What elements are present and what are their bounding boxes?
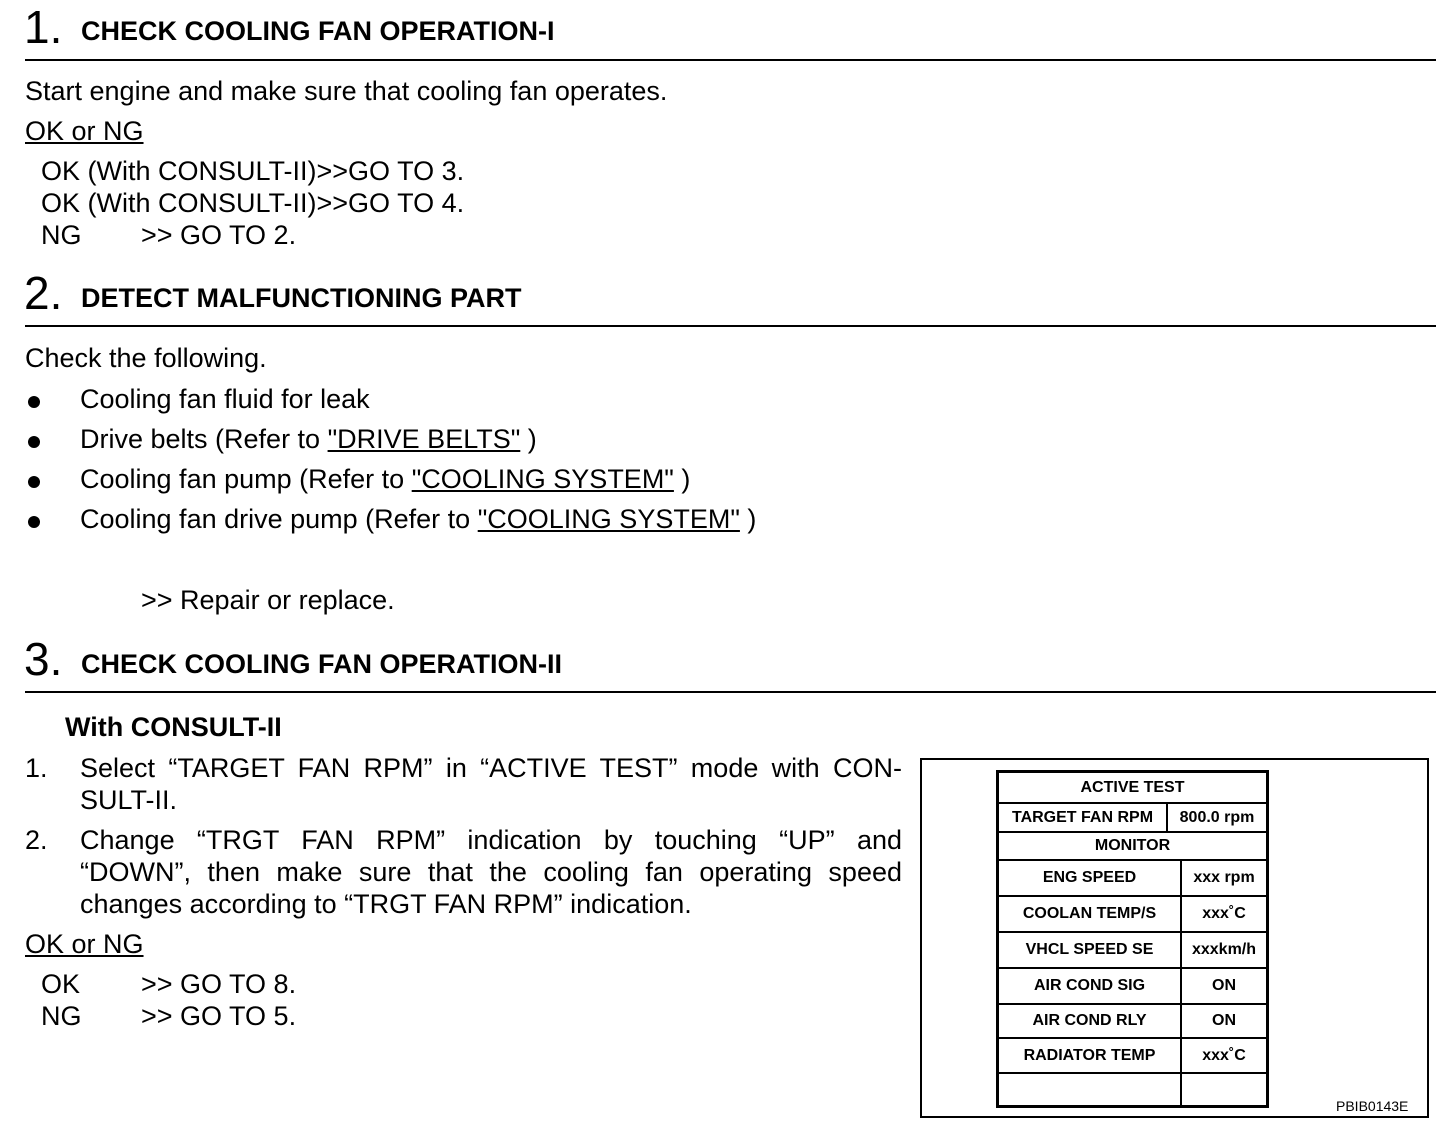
monitor-row-value: xxx˚C bbox=[1202, 1046, 1246, 1064]
procedure-step-1-number: 1. bbox=[25, 753, 48, 783]
monitor-row-value: xxx˚C bbox=[1202, 905, 1246, 922]
step-1-result-ok-2: OK (With CONSULT-II)>>GO TO 4. bbox=[41, 188, 465, 218]
target-fan-rpm-value: 800.0 rpm bbox=[1179, 808, 1255, 826]
step-2-divider bbox=[25, 325, 1436, 327]
step-3-number: 3. bbox=[24, 633, 63, 685]
step-2-title: DETECT MALFUNCTIONING PART bbox=[81, 283, 522, 313]
step-1-result-ok-1: OK (With CONSULT-II)>>GO TO 3. bbox=[41, 156, 465, 186]
step-3-title: CHECK COOLING FAN OPERATION-II bbox=[81, 649, 563, 679]
monitor-row-value bbox=[1182, 1074, 1266, 1105]
consult-subheading: With CONSULT-II bbox=[65, 712, 282, 742]
step-3-result-ng-value: >> GO TO 5. bbox=[141, 1001, 297, 1031]
check-item-text: Drive belts (Refer to bbox=[80, 424, 328, 454]
procedure-step-2-line-2: “DOWN”, then make sure that the cooling fan operating speed bbox=[80, 857, 902, 887]
check-item-text: Cooling fan pump (Refer to bbox=[80, 464, 412, 494]
step-3-result-ng-key: NG bbox=[41, 1001, 82, 1031]
check-item-fan-drive-pump bbox=[80, 503, 756, 535]
step-2-number: 2. bbox=[24, 267, 63, 319]
check-item-suffix: ) bbox=[520, 424, 537, 454]
step-1-title: CHECK COOLING FAN OPERATION-I bbox=[81, 16, 555, 46]
step-3-divider bbox=[25, 691, 1436, 693]
monitor-row-value: ON bbox=[1212, 977, 1236, 994]
step-1-result-ng-key: NG bbox=[41, 220, 82, 250]
figure-code: PBIB0143E bbox=[1336, 1098, 1409, 1114]
cooling-system-link[interactable]: "COOLING SYSTEM" bbox=[477, 504, 740, 534]
step-3-result-ok-value: >> GO TO 8. bbox=[141, 969, 297, 999]
bullet-icon bbox=[28, 476, 40, 488]
monitor-row-label: VHCL SPEED SE bbox=[1025, 941, 1154, 958]
check-item-suffix: ) bbox=[673, 464, 691, 494]
step-1-divider bbox=[25, 59, 1436, 61]
monitor-row-label: COOLAN TEMP/S bbox=[1022, 905, 1157, 922]
check-item-fan-pump bbox=[80, 463, 690, 495]
step-2-action: >> Repair or replace. bbox=[141, 585, 395, 615]
monitor-row-label: AIR COND RLY bbox=[1032, 1012, 1147, 1029]
monitor-row-label: ENG SPEED bbox=[1042, 869, 1137, 886]
bullet-icon bbox=[28, 396, 40, 408]
active-test-header: ACTIVE TEST bbox=[1080, 778, 1185, 796]
monitor-row-label: RADIATOR TEMP bbox=[1023, 1046, 1156, 1064]
procedure-step-1-line-1: Select “TARGET FAN RPM” in “ACTIVE TEST” mode with CON- bbox=[80, 753, 902, 783]
step-3-result-ok-key: OK bbox=[41, 969, 81, 999]
monitor-label: MONITOR bbox=[1094, 837, 1171, 854]
procedure-step-2-number: 2. bbox=[25, 825, 48, 855]
step-3-ok-ng-label: OK or NG bbox=[25, 929, 144, 959]
monitor-row-value: xxx rpm bbox=[1193, 869, 1255, 886]
step-1-ok-ng-label: OK or NG bbox=[25, 116, 144, 146]
consult-active-test-screen bbox=[996, 770, 1269, 1108]
step-1-number: 1. bbox=[24, 1, 63, 53]
procedure-step-1-line-2: SULT-II. bbox=[80, 785, 178, 815]
monitor-row-label: AIR COND SIG bbox=[1033, 977, 1146, 994]
procedure-step-2-line-1: Change “TRGT FAN RPM” indication by touching “UP” and bbox=[80, 825, 902, 855]
bullet-icon bbox=[28, 516, 40, 528]
step-1-instruction: Start engine and make sure that cooling fan operates. bbox=[25, 76, 668, 106]
check-item-text: Cooling fan drive pump (Refer to bbox=[80, 504, 478, 534]
check-item-drive-belts bbox=[80, 423, 537, 455]
cooling-system-link[interactable]: "COOLING SYSTEM" bbox=[411, 464, 674, 494]
drive-belts-link[interactable]: "DRIVE BELTS" bbox=[327, 424, 521, 454]
step-2-intro: Check the following. bbox=[25, 343, 267, 373]
check-item-text: Cooling fan fluid for leak bbox=[80, 384, 370, 414]
check-item-suffix: ) bbox=[739, 504, 757, 534]
monitor-row-value: ON bbox=[1212, 1012, 1236, 1029]
step-1-result-ng-value: >> GO TO 2. bbox=[141, 220, 297, 250]
monitor-row-value: xxxkm/h bbox=[1191, 941, 1257, 958]
target-fan-rpm-label: TARGET FAN RPM bbox=[1011, 808, 1154, 826]
check-item-fluid-leak bbox=[80, 383, 370, 415]
monitor-row-label bbox=[999, 1074, 1180, 1105]
procedure-step-2-line-3: changes according to “TRGT FAN RPM” indication. bbox=[80, 889, 692, 919]
bullet-icon bbox=[28, 436, 40, 448]
